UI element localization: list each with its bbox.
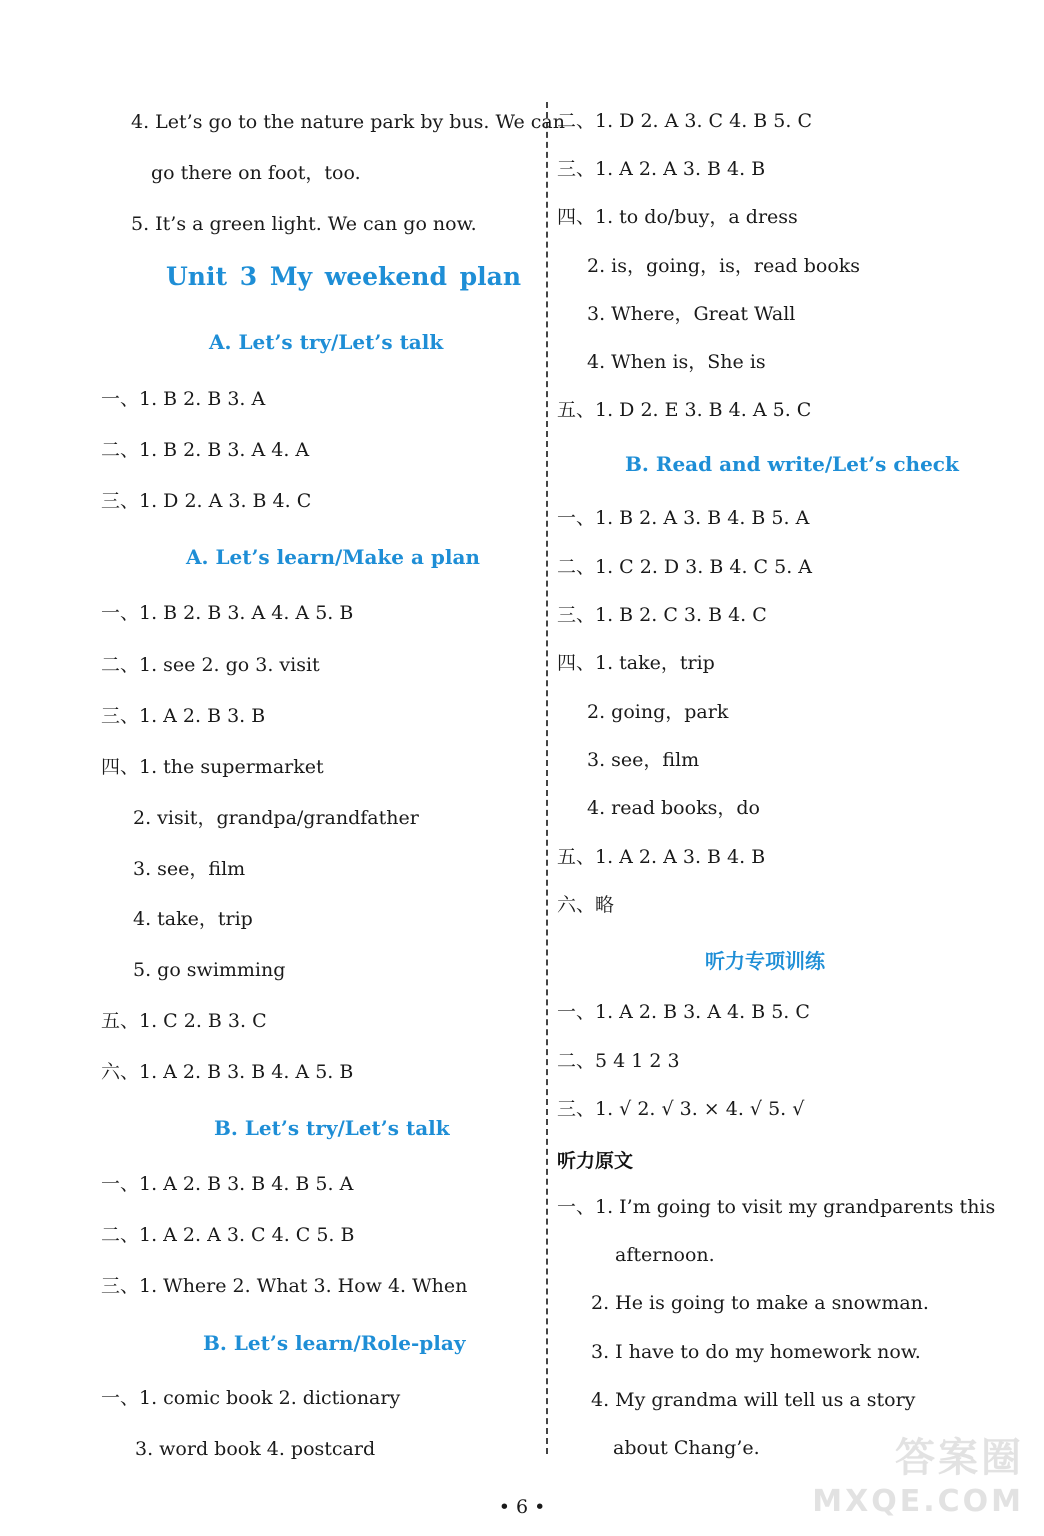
script-line: 3. I have to do my homework now. (591, 1341, 921, 1363)
answer-line: 二、1. D 2. A 3. C 4. B 5. C (557, 110, 812, 132)
answer-line: 三、1. A 2. A 3. B 4. B (557, 158, 766, 180)
script-line: 4. My grandma will tell us a story (591, 1389, 916, 1411)
page-number: • 6 • (498, 1496, 546, 1518)
answer-line: 三、1. A 2. B 3. B (101, 705, 266, 727)
answer-line: 5. It’s a green light. We can go now. (131, 213, 477, 235)
answer-line: 三、1. √ 2. √ 3. × 4. √ 5. √ (557, 1098, 805, 1120)
column-divider (546, 102, 548, 1454)
answer-line: 五、1. A 2. A 3. B 4. B (557, 846, 766, 868)
answer-line: 三、1. Where 2. What 3. How 4. When (101, 1275, 468, 1297)
answer-line: 一、1. B 2. B 3. A 4. A 5. B (101, 602, 354, 624)
answer-line: 一、1. comic book 2. dictionary (101, 1387, 401, 1409)
section-title: B. Let’s learn/Role-play (203, 1331, 466, 1355)
answer-line: 二、1. see 2. go 3. visit (101, 654, 320, 676)
unit-title: Unit 3 My weekend plan (166, 262, 522, 291)
answer-line: 一、1. A 2. B 3. A 4. B 5. C (557, 1001, 810, 1023)
answer-line: 六、1. A 2. B 3. B 4. A 5. B (101, 1061, 354, 1083)
answer-line: 4. take，trip (133, 908, 253, 930)
script-line: 2. He is going to make a snowman. (591, 1292, 929, 1314)
section-title: 听力专项训练 (705, 949, 825, 973)
script-line: about Chang’e. (613, 1437, 760, 1459)
answer-line: 一、1. B 2. B 3. A (101, 388, 266, 410)
script-heading: 听力原文 (557, 1150, 634, 1172)
answer-line: 5. go swimming (133, 959, 286, 981)
section-title: A. Let’s learn/Make a plan (186, 545, 480, 569)
watermark (812, 1436, 1024, 1524)
answer-line: 二、1. B 2. B 3. A 4. A (101, 439, 310, 461)
section-title: A. Let’s try/Let’s talk (209, 330, 444, 354)
watermark-url: MXQE.COM (812, 1484, 1024, 1519)
answer-line: 二、5 4 1 2 3 (557, 1050, 680, 1072)
section-title: B. Let’s try/Let’s talk (214, 1116, 450, 1140)
answer-line: 3. see，film (587, 749, 700, 771)
answer-line: 六、略 (557, 894, 615, 916)
section-title: B. Read and write/Let’s check (625, 452, 959, 476)
answer-line: 4. read books，do (587, 797, 760, 819)
answer-line: 2. visit，grandpa/grandfather (133, 807, 419, 829)
answer-line: 3. see，film (133, 858, 246, 880)
answer-line: 五、1. D 2. E 3. B 4. A 5. C (557, 399, 812, 421)
answer-line: 3. Where，Great Wall (587, 303, 796, 325)
script-line: 一、1. I’m going to visit my grandparents this (557, 1196, 996, 1218)
answer-line: 五、1. C 2. B 3. C (101, 1010, 267, 1032)
answer-line: 3. word book 4. postcard (135, 1438, 376, 1460)
answer-line: 三、1. B 2. C 3. B 4. C (557, 604, 767, 626)
answer-line: 2. is，going，is，read books (587, 255, 861, 277)
answer-line: 四、1. take，trip (557, 652, 715, 674)
answer-line: 四、1. the supermarket (101, 756, 324, 778)
script-line: afternoon. (615, 1244, 715, 1266)
answer-line: 4. Let’s go to the nature park by bus. We can (131, 111, 565, 133)
watermark-logo: 答案圈 (895, 1435, 1024, 1481)
answer-line: 一、1. B 2. A 3. B 4. B 5. A (557, 507, 810, 529)
answer-line: 三、1. D 2. A 3. B 4. C (101, 490, 312, 512)
answer-line: go there on foot，too. (151, 162, 361, 184)
answer-line: 二、1. C 2. D 3. B 4. C 5. A (557, 556, 812, 578)
answer-line: 二、1. A 2. A 3. C 4. C 5. B (101, 1224, 355, 1246)
answer-line: 2. going，park (587, 701, 729, 723)
answer-line: 4. When is，She is (587, 351, 766, 373)
answer-line: 四、1. to do/buy，a dress (557, 206, 798, 228)
answer-line: 一、1. A 2. B 3. B 4. B 5. A (101, 1173, 354, 1195)
